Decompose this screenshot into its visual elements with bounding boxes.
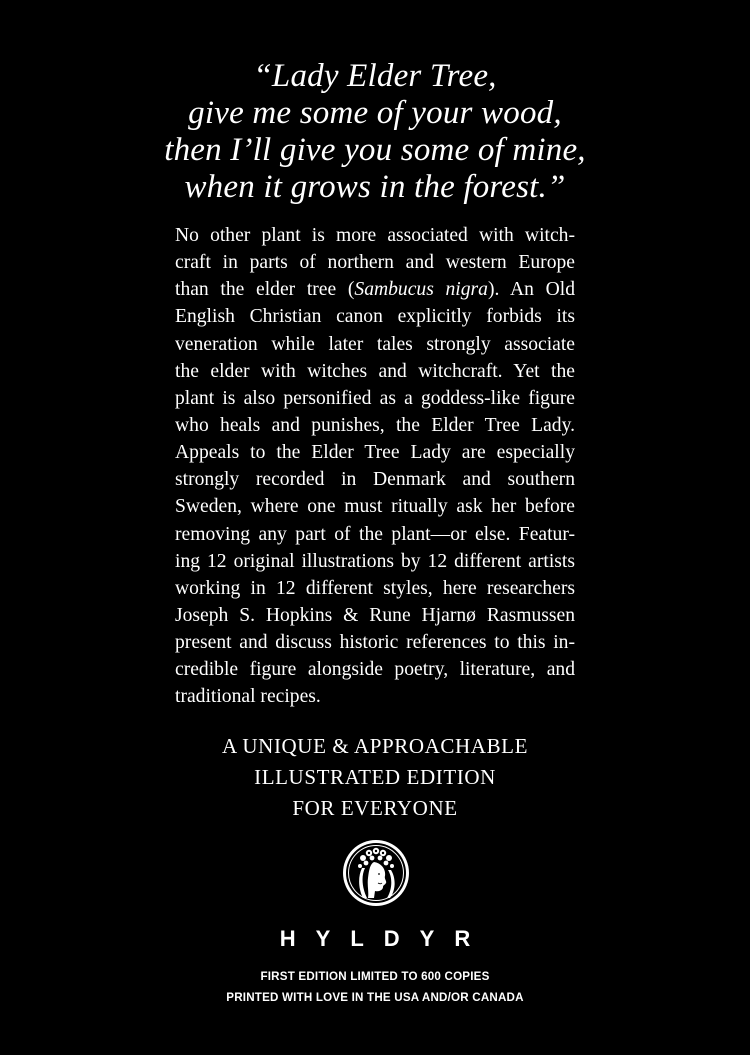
colophon-line: FIRST EDITION LIMITED TO 600 COPIES [260,970,490,983]
description-line: strongly recorded in Denmark and southern [175,469,575,491]
description-line: Appeals to the Elder Tree Lady are especially [175,442,575,464]
description-line: Sweden, where one must ritually ask her before [175,496,575,518]
description-line: working in 12 different styles, here researchers [175,577,575,599]
description-line: the elder with witches and witchcraft. Yet the [175,360,575,382]
colophon-line: PRINTED WITH LOVE IN THE USA AND/OR CANADA [226,991,524,1004]
tagline-line: A UNIQUE & APPROACHABLE [221,734,529,758]
description-text: than the elder tree ( [175,279,355,301]
epigraph-line: when it grows in the forest.” [184,169,566,205]
description-line: craft in parts of northern and western Europe [175,252,575,274]
epigraph-line: then I’ll give you some of mine, [164,132,586,168]
epigraph-quote [100,58,650,206]
description-line: who heals and punishes, the Elder Tree Lady. [175,414,575,436]
description-line: ing 12 original illustrations by 12 different artists [175,550,575,572]
epigraph-line: give me some of your wood, [188,95,562,131]
description-line: veneration while later tales strongly associate [175,333,575,355]
description-line: present and discuss historic references to this in- [175,632,575,654]
description-line: Joseph S. Hopkins & Rune Hjarnø Rasmussen [175,604,575,626]
epigraph-line: “Lady Elder Tree, [253,58,497,94]
description-line: No other plant is more associated with witch- [175,225,575,246]
book-description [175,222,575,711]
description-text: ). An Old [487,279,575,301]
description-line: credible figure alongside poetry, literature, and [175,659,575,681]
publisher-name: HYLDYR [279,926,491,951]
description-line: plant is also personified as a goddess-like figure [175,387,575,409]
description-line [175,276,575,303]
description-line: removing any part of the plant—or else. Featur- [175,523,575,545]
tagline-line: ILLUSTRATED EDITION [254,765,496,789]
colophon [100,966,650,1008]
edition-tagline [100,731,650,824]
elder-lady-seal-icon [341,838,411,908]
description-line: traditional recipes. [175,686,321,708]
latin-plant-name: Sambucus nigra [354,279,488,301]
description-line: English Christian canon explicitly forbids its [175,306,575,328]
tagline-line: FOR EVERYONE [292,796,458,820]
